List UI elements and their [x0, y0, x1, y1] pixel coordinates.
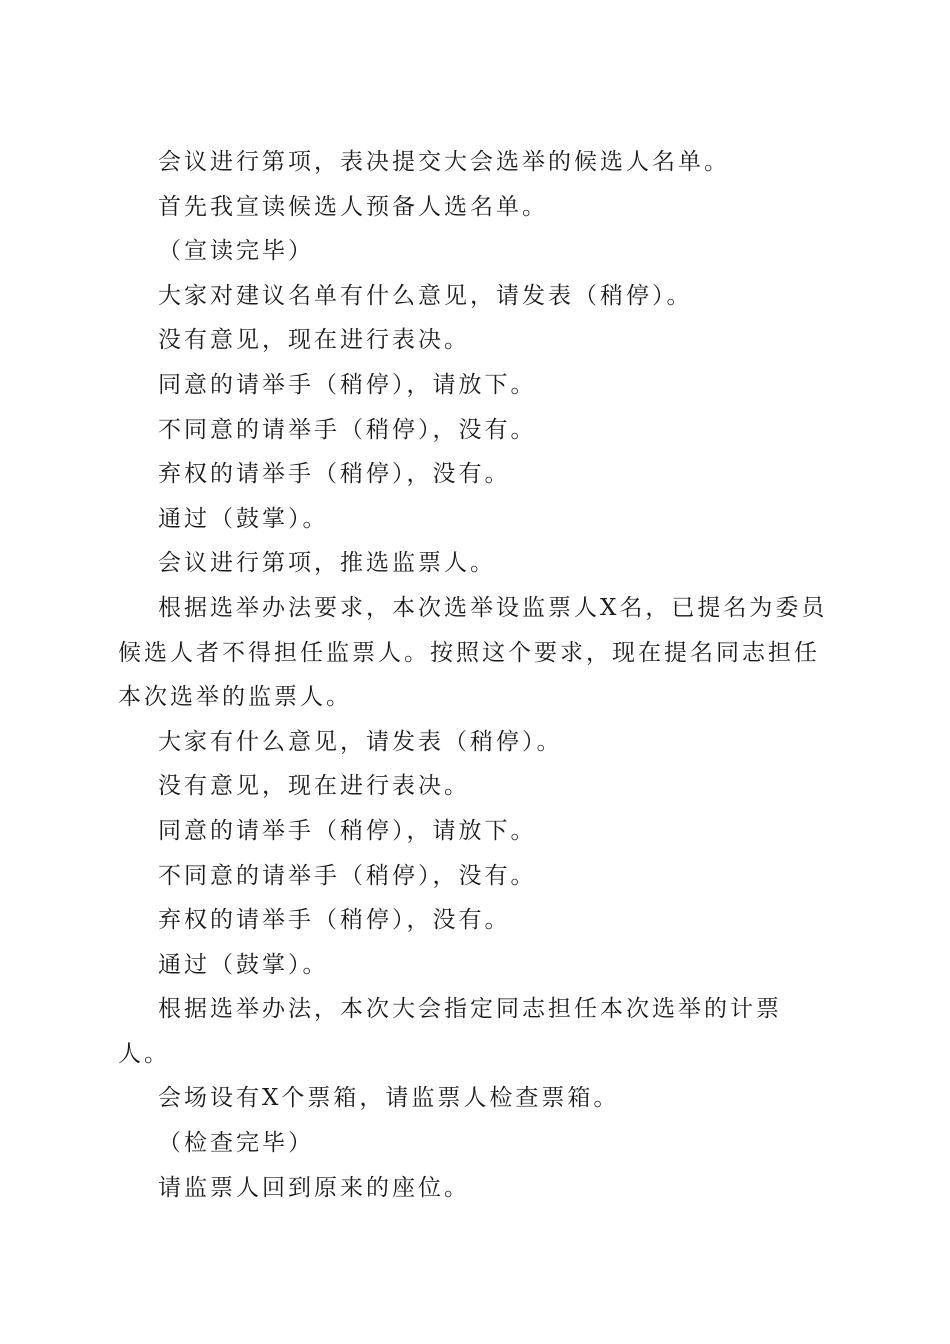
paragraph: （宣读完毕）	[158, 238, 314, 265]
paragraph: 根据选举办法，本次大会指定同志担任本次选举的计票人。	[118, 996, 782, 1067]
paragraph: 会议进行第项，表决提交大会选举的候选人名单。	[158, 149, 730, 175]
paragraph: 会场设有X个票箱，请监票人检查票箱。	[158, 1085, 620, 1112]
paragraph: 没有意见，现在进行表决。	[158, 327, 470, 354]
paragraph: 通过（鼓掌）。	[158, 505, 329, 532]
paragraph: 同意的请举手（稍停），请放下。	[158, 817, 537, 844]
paragraph: 通过（鼓掌）。	[158, 951, 329, 978]
document-body	[118, 140, 830, 1210]
paragraph: 首先我宣读候选人预备人选名单。	[158, 193, 548, 220]
paragraph: 没有意见，现在进行表决。	[158, 773, 470, 800]
paragraph: 根据选举办法要求，本次选举设监票人X名，已提名为委员候选人者不得担任监票人。按照这个要求，现在提名同志担任本次选举的监票人。	[118, 594, 828, 711]
paragraph: 弃权的请举手（稍停），没有。	[158, 461, 511, 488]
paragraph: 不同意的请举手（稍停），没有。	[158, 416, 537, 443]
paragraph: 弃权的请举手（稍停），没有。	[158, 907, 511, 934]
paragraph: 大家对建议名单有什么意见，请发表（稍停）。	[158, 282, 693, 309]
paragraph: 请监票人回到原来的座位。	[158, 1174, 470, 1201]
paragraph: 同意的请举手（稍停），请放下。	[158, 371, 537, 398]
paragraph: （检查完毕）	[158, 1130, 314, 1157]
paragraph: 大家有什么意见，请发表（稍停）。	[158, 728, 563, 755]
paragraph: 会议进行第项，推选监票人。	[158, 550, 496, 577]
paragraph: 不同意的请举手（稍停），没有。	[158, 862, 537, 889]
